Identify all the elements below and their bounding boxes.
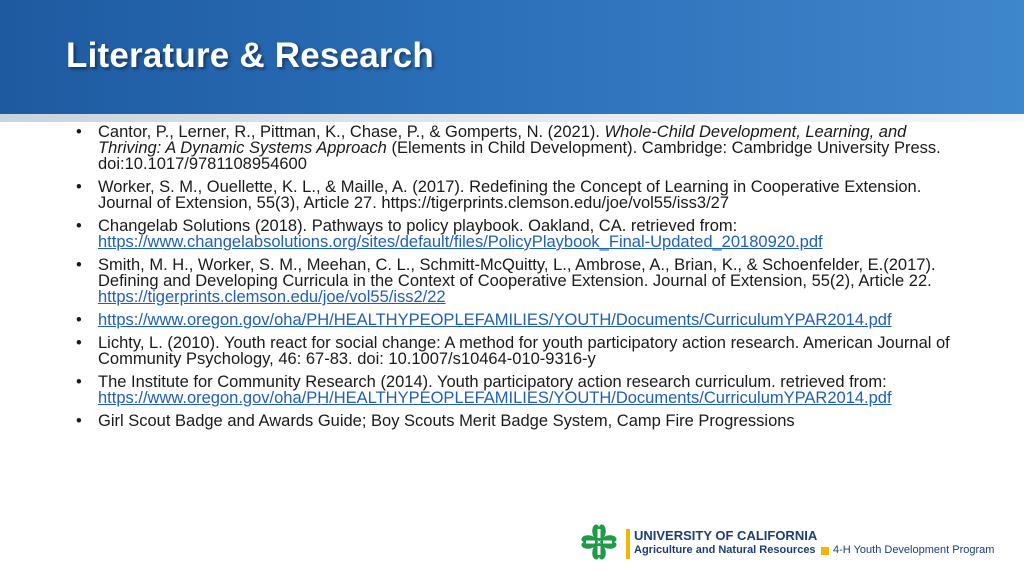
four-h-clover-icon <box>576 519 622 565</box>
reference-title-italic: Whole-Child Development, Learning, and Thriving: A Dynamic Systems Approach <box>98 123 907 157</box>
reference-list <box>72 124 952 429</box>
reference-text: (Elements in Child Development). Cambridge: Cambridge University Press. doi:10.1017/9781108954600 <box>98 139 941 173</box>
program-name: 4-H Youth Development Program <box>833 544 995 556</box>
reference-text: Changelab Solutions (2018). Pathways to policy playbook. Oakland, CA. retrieved from: <box>98 217 738 235</box>
reference-item-5 <box>72 312 952 328</box>
title-banner-underline <box>0 114 1024 122</box>
reference-item-4 <box>72 257 952 305</box>
reference-text: Smith, M. H., Worker, S. M., Meehan, C. L., Schmitt-McQuitty, L., Ambrose, A., Brian, K., & Schoenfelder, E.(2017). Defining and Developing Curricula in the Context of Cooperative Extension. Journal of Extension, 55(2), Article 22. <box>98 256 936 290</box>
reference-text: Worker, S. M., Ouellette, K. L., & Maille, A. (2017). Redefining the Concept of Learning in Cooperative Extension. Journal of Extension, 55(3), Article 27. https://tigerprints.clemson.edu/joe/vol55/iss3/27 <box>98 178 922 212</box>
reference-link[interactable]: https://www.oregon.gov/oha/PH/HEALTHYPEOPLEFAMILIES/YOUTH/Documents/CurriculumYPAR2014.pdf <box>98 311 892 329</box>
reference-text: Lichty, L. (2010). Youth react for social change: A method for youth participatory action research. American Journal of Community Psychology, 46: 67-83. doi: 10.1007/s10464-010-9316-y <box>98 334 950 368</box>
uc-logo-division: Agriculture and Natural Resources <box>634 544 816 556</box>
reference-item-6 <box>72 335 952 367</box>
reference-link[interactable]: https://www.oregon.gov/oha/PH/HEALTHYPEOPLEFAMILIES/YOUTH/Documents/CurriculumYPAR2014.pdf <box>98 389 892 407</box>
reference-item-1 <box>72 124 952 172</box>
reference-item-2 <box>72 179 952 211</box>
program-marker-square <box>821 547 829 555</box>
reference-text: Girl Scout Badge and Awards Guide; Boy Scouts Merit Badge System, Camp Fire Progressions <box>98 412 795 430</box>
reference-item-8 <box>72 413 952 429</box>
reference-item-3 <box>72 218 952 250</box>
footer-logos <box>576 519 996 569</box>
reference-link[interactable]: https://www.changelabsolutions.org/sites/default/files/PolicyPlaybook_Final-Updated_20180920.pdf <box>98 233 823 251</box>
slide-title: Literature & Research <box>66 36 434 75</box>
reference-text: The Institute for Community Research (2014). Youth participatory action research curriculum. retrieved from: <box>98 373 887 391</box>
reference-text: Cantor, P., Lerner, R., Pittman, K., Chase, P., & Gomperts, N. (2021). <box>98 123 605 141</box>
reference-link[interactable]: https://tigerprints.clemson.edu/joe/vol55/iss2/22 <box>98 288 446 306</box>
reference-item-7 <box>72 374 952 406</box>
uc-logo-bar <box>626 529 630 559</box>
uc-logo-name: UNIVERSITY OF CALIFORNIA <box>634 528 818 543</box>
